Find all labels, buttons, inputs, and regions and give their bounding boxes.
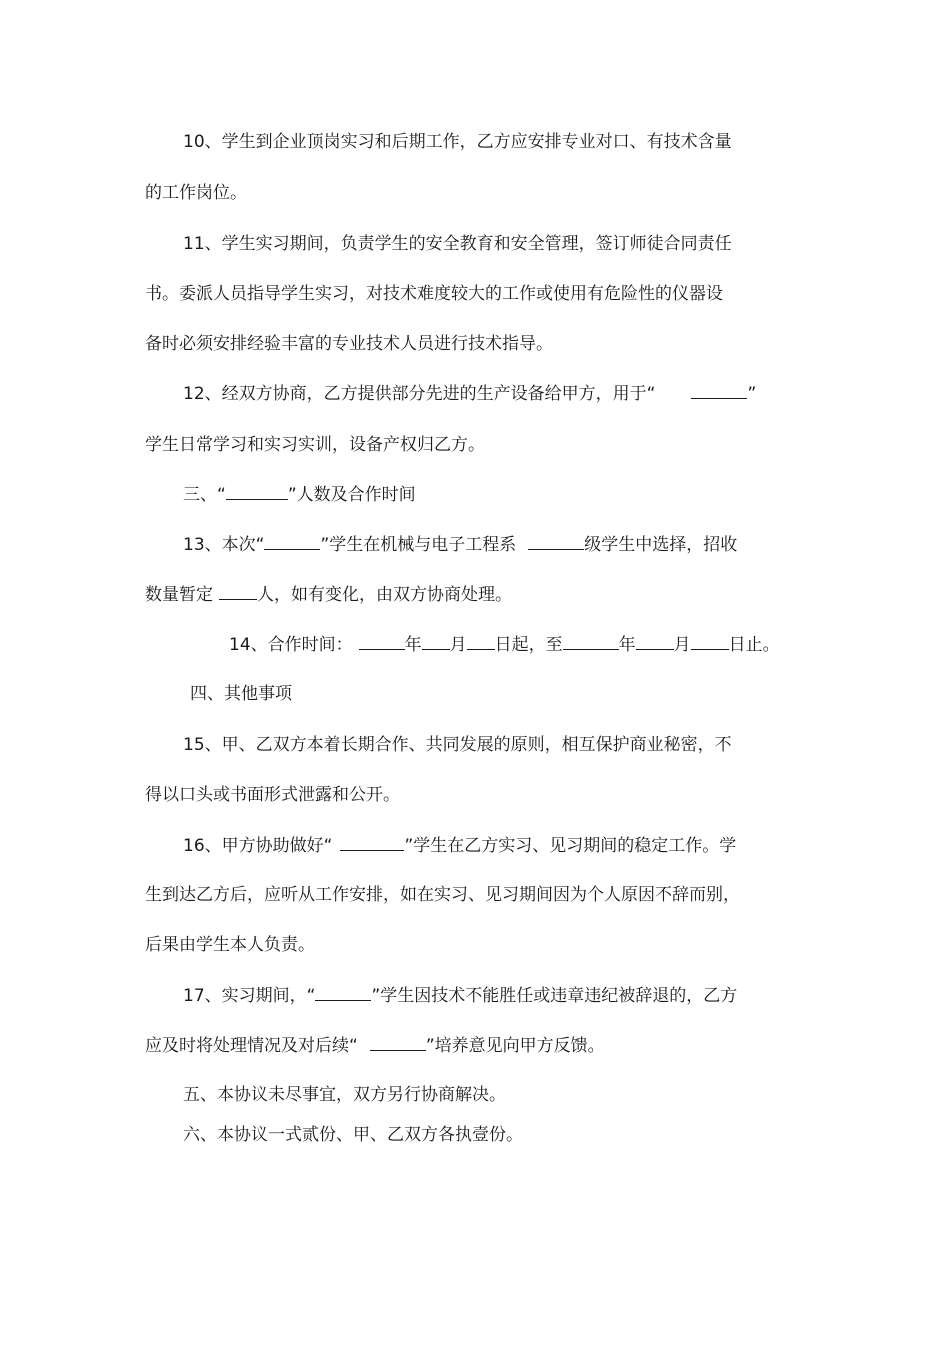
text: 15、甲、乙双方本着长期合作、共同发展的原则，相互保护商业秘密，不	[183, 735, 732, 755]
text: 生到达乙方后，应听从工作安排，如在实习、见习期间因为个人原因不辞而别，	[145, 885, 740, 905]
section-5	[183, 1083, 506, 1107]
blank-field[interactable]	[370, 1033, 426, 1051]
blank-field[interactable]	[528, 532, 584, 550]
clause-16-line-3	[145, 933, 315, 957]
text: 16、甲方协助做好“	[183, 836, 333, 856]
clause-12-line-1	[183, 381, 756, 406]
clause-11-line-1	[183, 232, 732, 256]
text: 五、本协议未尽事宜，双方另行协商解决。	[183, 1085, 506, 1105]
clause-14	[229, 632, 780, 657]
clause-16-line-2	[145, 883, 740, 907]
clause-10-line-1	[183, 130, 732, 154]
text: ”人数及合作时间	[287, 485, 416, 505]
blank-field[interactable]	[422, 632, 450, 650]
blank-field[interactable]	[315, 983, 371, 1001]
text: 17、实习期间，“	[183, 986, 316, 1006]
text: ”学生在乙方实习、见习期间的稳定工作。学	[404, 836, 737, 856]
blank-field[interactable]	[219, 582, 257, 600]
text: 人，如有变化，由双方协商处理。	[257, 585, 512, 605]
text: 10、学生到企业顶岗实习和后期工作，乙方应安排专业对口、有技术含量	[183, 132, 732, 152]
clause-10-line-2	[145, 181, 247, 205]
text: 备时必须安排经验丰富的专业技术人员进行技术指导。	[145, 334, 553, 354]
text: 14、合作时间：	[229, 635, 353, 655]
clause-17-line-1	[183, 983, 737, 1008]
text: 六、本协议一式贰份、甲、乙双方各执壹份。	[183, 1125, 523, 1145]
blank-field[interactable]	[226, 482, 288, 500]
section-3-heading	[183, 482, 416, 507]
text: ”	[747, 384, 757, 404]
text: 的工作岗位。	[145, 183, 247, 203]
text: 12、经双方协商，乙方提供部分先进的生产设备给甲方，用于“	[183, 384, 656, 404]
clause-11-line-3	[145, 332, 553, 356]
blank-field[interactable]	[691, 632, 729, 650]
text: 11、学生实习期间，负责学生的安全教育和安全管理，签订师徒合同责任	[183, 234, 732, 254]
blank-field[interactable]	[340, 833, 404, 851]
text: 日止。	[728, 635, 780, 655]
clause-13-line-1	[183, 532, 737, 557]
section-6	[183, 1123, 523, 1147]
text: 年	[404, 635, 422, 655]
blank-field[interactable]	[264, 532, 320, 550]
text: 月	[673, 635, 691, 655]
clause-17-line-2	[145, 1033, 605, 1058]
blank-field[interactable]	[467, 632, 495, 650]
text: 书。委派人员指导学生实习，对技术难度较大的工作或使用有危险性的仪器设	[145, 284, 723, 304]
text: 学生日常学习和实习实训，设备产权归乙方。	[145, 435, 485, 455]
text: 三、“	[183, 485, 226, 505]
section-4-heading	[190, 682, 292, 706]
text: ”培养意见向甲方反馈。	[425, 1036, 605, 1056]
text: 月	[449, 635, 467, 655]
blank-field[interactable]	[636, 632, 674, 650]
text: 数量暂定	[145, 585, 213, 605]
blank-field[interactable]	[691, 381, 747, 399]
clause-13-line-2	[145, 582, 512, 607]
clause-16-line-1	[183, 833, 736, 858]
clause-15-line-1	[183, 733, 732, 757]
text: 级学生中选择，招收	[584, 535, 738, 555]
text: 得以口头或书面形式泄露和公开。	[145, 785, 400, 805]
text: 应及时将处理情况及对后续“	[145, 1036, 358, 1056]
text: 年	[618, 635, 636, 655]
blank-field[interactable]	[563, 632, 619, 650]
blank-field[interactable]	[359, 632, 405, 650]
clause-15-line-2	[145, 783, 400, 807]
text: ”学生在机械与电子工程系	[320, 535, 517, 555]
text: 后果由学生本人负责。	[145, 935, 315, 955]
text: 13、本次“	[183, 535, 265, 555]
text: 日起，至	[494, 635, 563, 655]
text: ”学生因技术不能胜任或违章违纪被辞退的，乙方	[371, 986, 738, 1006]
clause-11-line-2	[145, 282, 723, 306]
clause-12-line-2	[145, 433, 485, 457]
text: 四、其他事项	[190, 684, 292, 704]
